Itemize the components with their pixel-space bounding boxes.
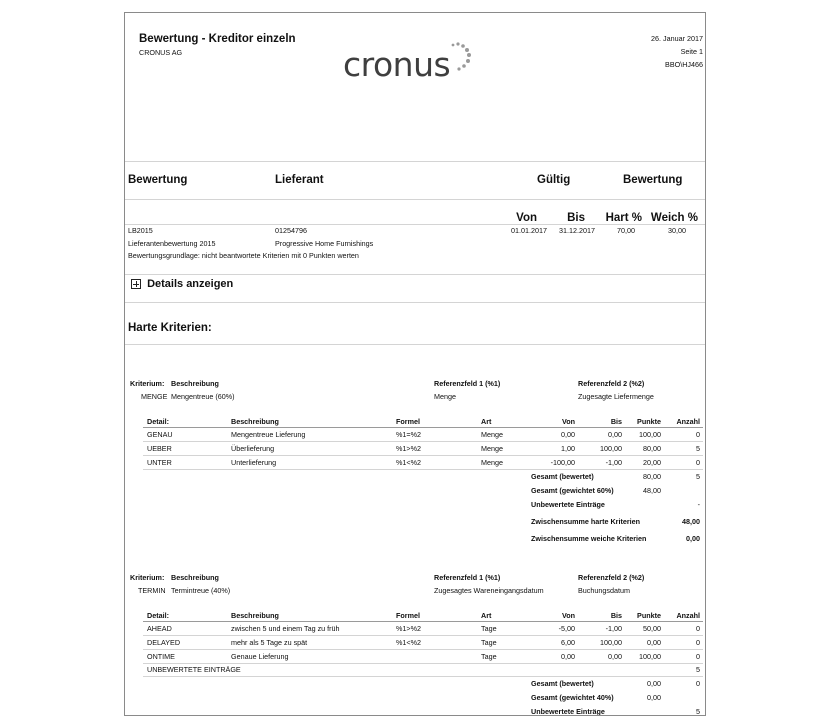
unrated-label: Unbewertete Einträge: [531, 707, 605, 716]
detail-count: 5: [696, 444, 700, 453]
criterion-desc-label: Beschreibung: [171, 379, 219, 388]
detail-type: Menge: [481, 430, 503, 439]
detail-header: Detail:: [147, 417, 169, 426]
detail-type: Tage: [481, 624, 497, 633]
detail-from: 0,00: [561, 652, 575, 661]
divider: [143, 649, 703, 650]
report-date: 26. Januar 2017: [651, 34, 703, 43]
type-header: Art: [481, 417, 492, 426]
hard-percent: 70,00: [617, 226, 635, 235]
criterion-code: TERMIN: [138, 586, 166, 595]
detail-desc: mehr als 5 Tage zu spät: [231, 638, 308, 647]
criterion-desc-label: Beschreibung: [171, 573, 219, 582]
detail-from: 6,00: [561, 638, 575, 647]
company-name: CRONUS AG: [139, 48, 183, 57]
desc-header: Beschreibung: [231, 417, 279, 426]
divider: [143, 469, 703, 470]
criterion-desc: Termintreue (40%): [171, 586, 231, 595]
col-bewertung-right: Bewertung: [623, 174, 683, 186]
detail-to: 0,00: [608, 430, 622, 439]
detail-points: 100,00: [639, 652, 661, 661]
detail-count: 0: [696, 638, 700, 647]
points-header: Punkte: [637, 417, 661, 426]
valid-from: 01.01.2017: [511, 226, 547, 235]
detail-desc: Genaue Lieferung: [231, 652, 289, 661]
rating-code: LB2015: [128, 226, 153, 235]
col-bis: Bis: [567, 212, 585, 224]
details-toggle-label: Details anzeigen: [147, 278, 234, 290]
weighted-label: Gesamt (gewichtet 40%): [531, 693, 614, 702]
rating-description: Lieferantenbewertung 2015: [128, 239, 216, 248]
detail-formula: %1<%2: [396, 638, 421, 647]
col-von: Von: [516, 212, 537, 224]
ref1-label: Referenzfeld 1 (%1): [434, 379, 501, 388]
detail-count: 0: [696, 652, 700, 661]
detail-formula: %1>%2: [396, 444, 421, 453]
detail-from: -100,00: [550, 458, 575, 467]
criterion-label: Kriterium:: [130, 379, 165, 388]
divider: [143, 635, 703, 636]
logo-wordmark: cronus: [343, 45, 451, 84]
detail-points: 50,00: [643, 624, 661, 633]
ref2-label: Referenzfeld 2 (%2): [578, 573, 645, 582]
detail-desc: Überlieferung: [231, 444, 275, 453]
detail-points: 20,00: [643, 458, 661, 467]
detail-type: Tage: [481, 652, 497, 661]
col-lieferant: Lieferant: [275, 174, 324, 186]
unrated-label: Unbewertete Einträge: [531, 500, 605, 509]
desc-header: Beschreibung: [231, 611, 279, 620]
subtotal-hard-value: 48,00: [682, 517, 700, 526]
col-weich: Weich %: [650, 212, 698, 224]
criterion-desc: Mengentreue (60%): [171, 392, 235, 401]
points-header: Punkte: [637, 611, 661, 620]
divider: [143, 621, 703, 622]
ref1-label: Referenzfeld 1 (%1): [434, 573, 501, 582]
detail-formula: %1<%2: [396, 458, 421, 467]
criterion-label: Kriterium:: [130, 573, 165, 582]
detail-count: 0: [696, 430, 700, 439]
sum-value: 80,00: [643, 472, 661, 481]
sum-label: Gesamt (bewertet): [531, 679, 594, 688]
subtotal-soft-label: Zwischensumme weiche Kriterien: [531, 534, 647, 543]
detail-from: 1,00: [561, 444, 575, 453]
sum-label: Gesamt (bewertet): [531, 472, 594, 481]
weighted-value: 0,00: [647, 693, 661, 702]
to-header: Bis: [610, 611, 622, 620]
divider: [143, 663, 703, 664]
type-header: Art: [481, 611, 492, 620]
rating-basis: Bewertungsgrundlage: nicht beantwortete Kriterien mit 0 Punkten werten: [128, 251, 359, 260]
count-header: Anzahl: [676, 611, 700, 620]
ref1-value: Zugesagtes Wareneingangsdatum: [434, 586, 544, 595]
detail-to: 100,00: [600, 444, 622, 453]
detail-code: UNTER: [147, 458, 172, 467]
detail-to: 100,00: [600, 638, 622, 647]
detail-formula: %1>%2: [396, 624, 421, 633]
ref2-value: Zugesagte Liefermenge: [578, 392, 654, 401]
details-toggle[interactable]: [131, 278, 233, 290]
logo-dots-icon: [449, 41, 475, 73]
user-id: BBO\HJ466: [665, 60, 703, 69]
page-number: Seite 1: [680, 47, 703, 56]
divider: [125, 344, 705, 345]
subtotal-soft-value: 0,00: [686, 534, 700, 543]
section-hard-criteria: Harte Kriterien:: [128, 322, 212, 334]
detail-formula: %1=%2: [396, 430, 421, 439]
divider: [125, 274, 705, 275]
report-title: Bewertung - Kreditor einzeln: [139, 33, 296, 45]
detail-type: Menge: [481, 458, 503, 467]
unrated-row-label: UNBEWERTETE EINTRÄGE: [147, 665, 241, 674]
detail-points: 100,00: [639, 430, 661, 439]
detail-desc: zwischen 5 und einem Tag zu früh: [231, 624, 340, 633]
report-page: [124, 12, 706, 716]
divider: [143, 427, 703, 428]
sum-count: 5: [696, 472, 700, 481]
detail-header: Detail:: [147, 611, 169, 620]
sum-count: 0: [696, 679, 700, 688]
divider: [143, 455, 703, 456]
formula-header: Formel: [396, 611, 420, 620]
detail-code: ONTIME: [147, 652, 175, 661]
detail-code: UEBER: [147, 444, 172, 453]
detail-desc: Mengentreue Lieferung: [231, 430, 306, 439]
to-header: Bis: [610, 417, 622, 426]
expand-icon[interactable]: [131, 279, 141, 289]
ref1-value: Menge: [434, 392, 456, 401]
divider: [143, 441, 703, 442]
weighted-label: Gesamt (gewichtet 60%): [531, 486, 614, 495]
unrated-value: -: [697, 500, 700, 509]
detail-code: AHEAD: [147, 624, 172, 633]
sum-value: 0,00: [647, 679, 661, 688]
detail-count: 0: [696, 624, 700, 633]
unrated-row-count: 5: [696, 665, 700, 674]
weighted-value: 48,00: [643, 486, 661, 495]
detail-to: -1,00: [605, 458, 622, 467]
vendor-no: 01254796: [275, 226, 307, 235]
detail-from: -5,00: [558, 624, 575, 633]
soft-percent: 30,00: [668, 226, 686, 235]
detail-points: 0,00: [647, 638, 661, 647]
col-bewertung: Bewertung: [128, 174, 188, 186]
ref2-value: Buchungsdatum: [578, 586, 630, 595]
divider: [143, 676, 703, 677]
detail-to: -1,00: [605, 624, 622, 633]
divider: [125, 199, 705, 200]
detail-code: DELAYED: [147, 638, 181, 647]
detail-to: 0,00: [608, 652, 622, 661]
divider: [125, 302, 705, 303]
col-gueltig: Gültig: [537, 174, 571, 186]
criterion-code: MENGE: [141, 392, 168, 401]
detail-type: Tage: [481, 638, 497, 647]
ref2-label: Referenzfeld 2 (%2): [578, 379, 645, 388]
from-header: Von: [561, 611, 575, 620]
company-logo: [343, 45, 450, 84]
col-hart: Hart %: [605, 212, 642, 224]
detail-points: 80,00: [643, 444, 661, 453]
detail-desc: Unterlieferung: [231, 458, 277, 467]
subtotal-hard-label: Zwischensumme harte Kriterien: [531, 517, 641, 526]
unrated-value: 5: [696, 707, 700, 716]
formula-header: Formel: [396, 417, 420, 426]
detail-type: Menge: [481, 444, 503, 453]
vendor-name: Progressive Home Furnishings: [275, 239, 374, 248]
count-header: Anzahl: [676, 417, 700, 426]
detail-from: 0,00: [561, 430, 575, 439]
divider: [125, 161, 705, 162]
from-header: Von: [561, 417, 575, 426]
valid-to: 31.12.2017: [559, 226, 595, 235]
divider: [125, 224, 705, 225]
detail-count: 0: [696, 458, 700, 467]
detail-code: GENAU: [147, 430, 173, 439]
